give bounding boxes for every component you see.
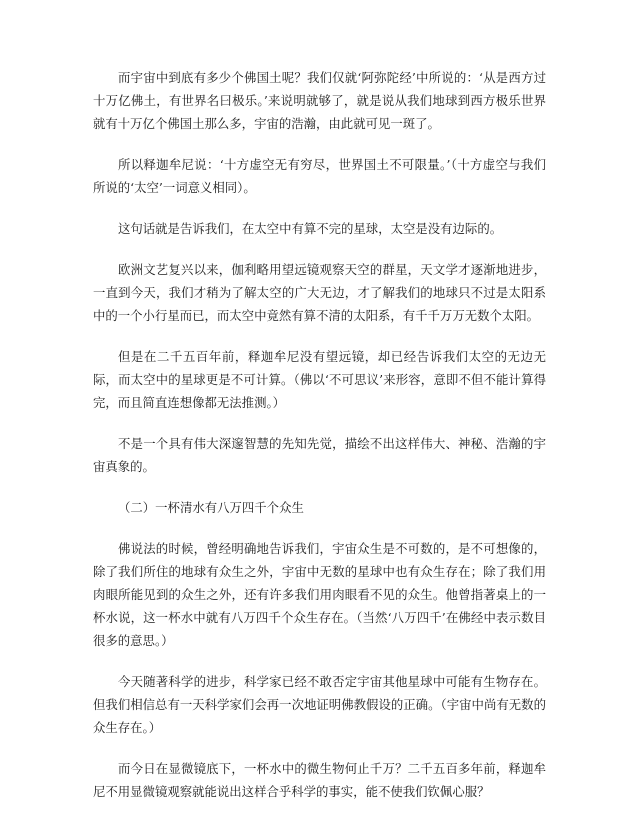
paragraph-ten-directions: 所以释迦牟尼说：‘十方虚空无有穷尽，世界国土不可限量。’（十方虚空与我们所说的‘太空’一词意义相同）。 <box>93 157 546 195</box>
paragraph-wisdom: 不是一个具有伟大深邃智慧的先知先觉，描绘不出这样伟大、神秘、浩瀚的宇宙真象的。 <box>93 436 546 474</box>
paragraph-no-telescope: 但是在二千五百年前，释迦牟尼没有望远镜，却已经告诉我们太空的无边无际，而太空中的星球更是不可计算。（佛以‘不可思议’来形容，意即不但不能计算得完，而且简直连想像都无法推测。） <box>93 349 546 410</box>
paragraph-countless-beings: 佛说法的时候，曾经明确地告诉我们，宇宙众生是不可数的，是不可想像的，除了我们所住的地球有众生之外，宇宙中无数的星球中也有众生存在；除了我们用肉眼所能见到的众生之外，还有许多我们用肉眼看不见的众生。他曾指著桌上的一杯水说，这一杯水中就有八万四千个众生存在。（当然‘八万四千’在佛经中表示数目很多的意思。） <box>93 541 546 648</box>
paragraph-science-progress: 今天随著科学的进步，科学家已经不敢否定宇宙其他星球中可能有生物存在。但我们相信总有一天科学家们会再一次地证明佛教假设的正确。（宇宙中尚有无数的众生存在。） <box>93 674 546 735</box>
section-heading: （二）一杯清水有八万四千个众生 <box>118 500 304 515</box>
paragraph-galileo: 欧洲文艺复兴以来，伽利略用望远镜观察天空的群星，天文学才逐渐地进步，一直到今天，我们才稍为了解太空的广大无边，才了解我们的地球只不过是太阳系中的一个小行星而已，而太空中竟然有算不清的太阳系，有千千万万无数个太阳。 <box>93 262 546 323</box>
paragraph-buddha-lands: 而宇宙中到底有多少个佛国土呢？我们仅就‘阿弥陀经’中所说的：‘从是西方过十万亿佛土，有世界名曰极乐。’来说明就够了，就是说从我们地球到西方极乐世界就有十万亿个佛国土那么多，宇宙的浩瀚，由此就可见一斑了。 <box>93 70 546 131</box>
document-body <box>93 66 546 821</box>
paragraph-endless-space: 这句话就是告诉我们，在太空中有算不完的星球，太空是没有边际的。 <box>118 221 503 236</box>
paragraph-microscope: 而今日在显微镜底下，一杯水中的微生物何止千万？二千五百多年前，释迦牟尼不用显微镜观察就能说出这样合乎科学的事实，能不使我们钦佩心服？ <box>93 761 546 799</box>
